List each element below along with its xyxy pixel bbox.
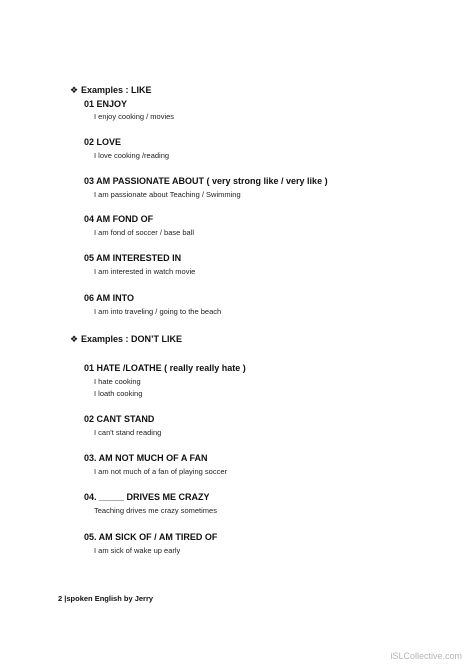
section-heading-dislike: ❖ Examples : DON’T LIKE	[70, 334, 183, 344]
like-item-title: 02 LOVE	[84, 137, 122, 147]
watermark: iSLCollective.com	[390, 651, 462, 661]
like-item-title: 06 AM INTO	[84, 293, 135, 303]
page-footer	[58, 594, 153, 603]
like-item-example: I enjoy cooking / movies	[94, 112, 175, 121]
like-item-example: I am fond of soccer / base ball	[94, 228, 195, 237]
like-item-title: 05 AM INTERESTED IN	[84, 253, 182, 263]
dislike-item-example: Teaching drives me crazy sometimes	[94, 506, 217, 515]
like-item-example: I am into traveling / going to the beach	[94, 307, 222, 316]
like-item-example: I am interested in watch movie	[94, 267, 196, 276]
dislike-item-example: I hate cooking	[94, 377, 141, 386]
like-item-example: I love cooking /reading	[94, 151, 170, 160]
dislike-item-title: 02 CANT STAND	[84, 414, 155, 424]
diamond-bullet-icon: ❖	[70, 85, 79, 95]
dislike-item-title: 05. AM SICK OF / AM TIRED OF	[84, 532, 218, 542]
page-number: 2	[58, 594, 63, 603]
dislike-item-title: 04. _____ DRIVES ME CRAZY	[84, 492, 210, 502]
like-item-title: 03 AM PASSIONATE ABOUT ( very strong like / very like )	[84, 176, 328, 186]
footer-text: |spoken English by Jerry	[64, 594, 154, 603]
dislike-item-title: 01 HATE /LOATHE ( really really hate )	[84, 363, 246, 373]
dislike-item-example: I am not much of a fan of playing soccer	[94, 467, 227, 476]
like-item-example: I am passionate about Teaching / Swimming	[94, 190, 241, 199]
dislike-item-title: 03. AM NOT MUCH OF A FAN	[84, 453, 208, 463]
dislike-item-example: I can't stand reading	[94, 428, 162, 437]
diamond-bullet-icon: ❖	[70, 334, 79, 344]
dislike-item-example: I am sick of wake up early	[94, 546, 181, 555]
dislike-item-example: I loath cooking	[94, 389, 143, 398]
section-heading-like: ❖ Examples : LIKE	[70, 85, 152, 95]
like-item-title: 04 AM FOND OF	[84, 214, 154, 224]
like-item-title: 01 ENJOY	[84, 99, 128, 109]
